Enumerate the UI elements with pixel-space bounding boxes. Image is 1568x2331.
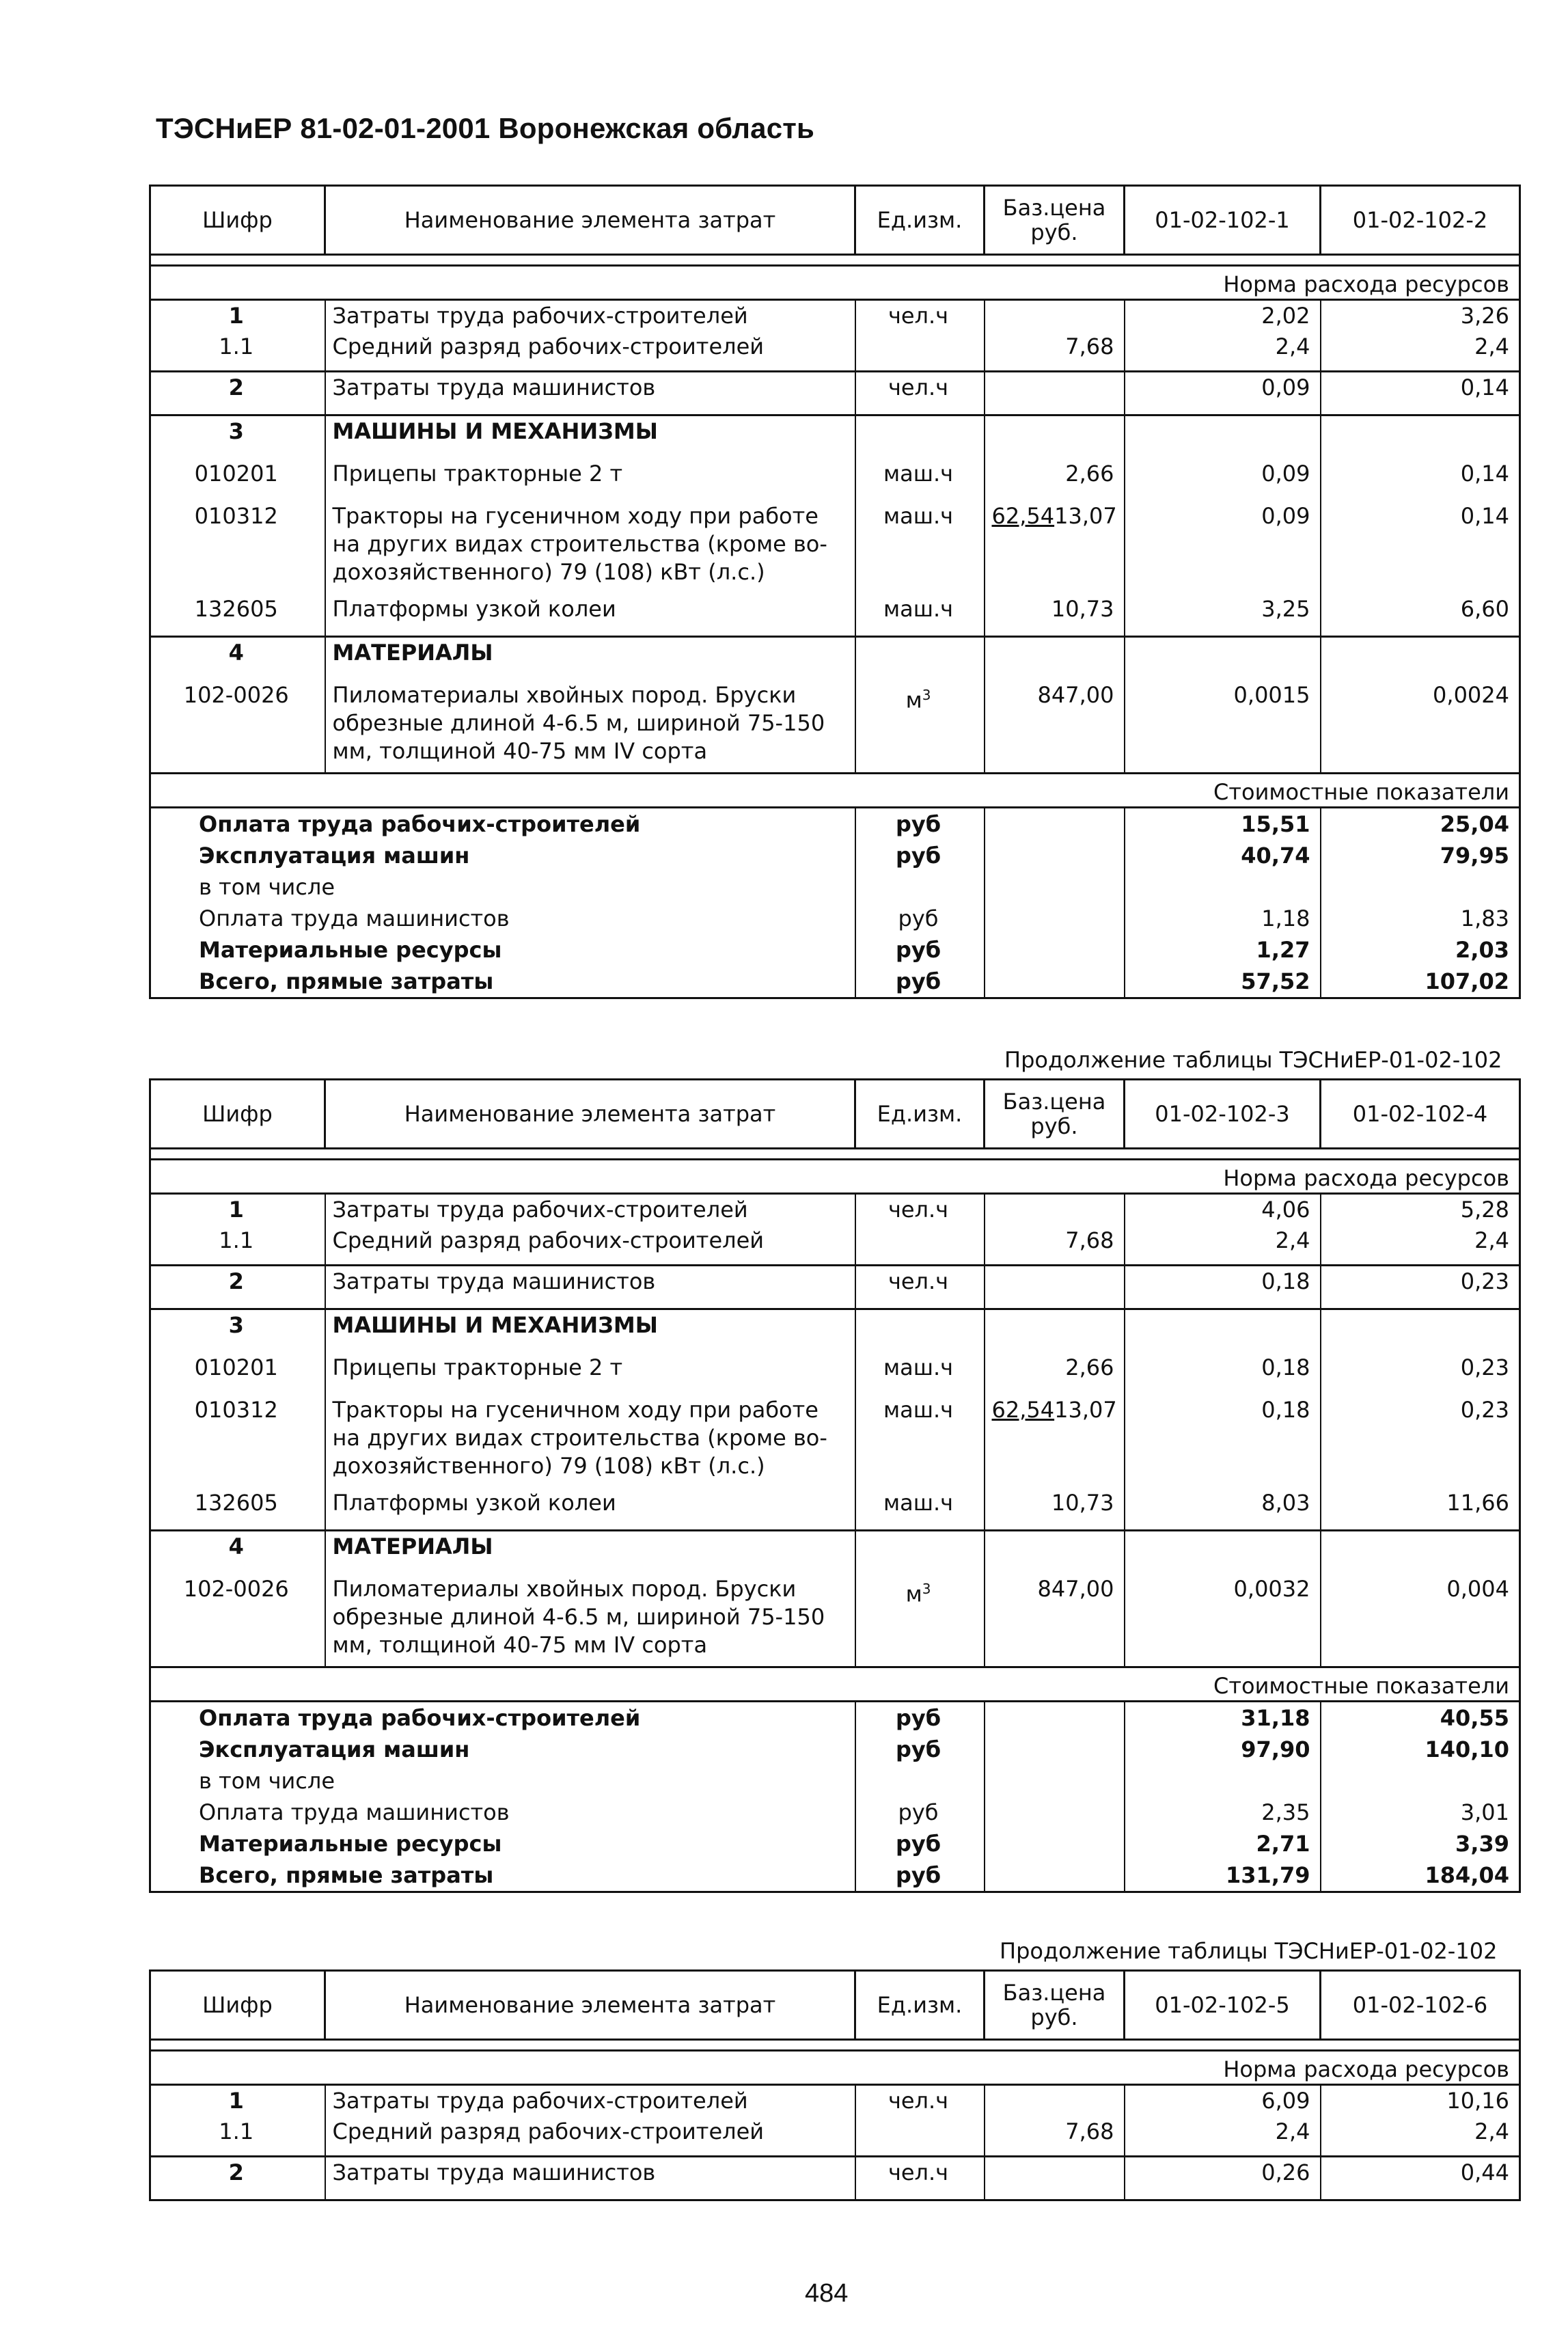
table-row: 4 МАТЕРИАЛЫ <box>150 636 1520 680</box>
header-name: Наименование элемента затрат <box>325 1971 855 2040</box>
continuation-note-1: Продолжение таблицы ТЭСНиЕР-01-02-102 <box>1004 1047 1502 1073</box>
table-row: 1.1 Средний разряд рабочих-строителей 7,68 2,4 2,4 <box>150 2116 1520 2156</box>
header-name: Наименование элемента затрат <box>325 186 855 255</box>
table-row: Всего, прямые затраты руб 57,52 107,02 <box>150 966 1520 998</box>
table-row: 1 Затраты труда рабочих-строителей чел.ч 4,06 5,28 <box>150 1194 1520 1226</box>
header-base-price: Баз.цена руб. <box>985 1080 1125 1149</box>
table-row: 132605 Платформы узкой колеи маш.ч 10,73 8,03 11,66 <box>150 1488 1520 1530</box>
table-row: Оплата труда рабочих-строителей руб 15,51 25,04 <box>150 807 1520 840</box>
table-row: Эксплуатация машин руб 40,74 79,95 <box>150 840 1520 871</box>
estimate-table-1 <box>149 185 1521 999</box>
table-row: в том числе <box>150 871 1520 903</box>
header-col-2: 01-02-102-4 <box>1321 1080 1520 1149</box>
continuation-note-2: Продолжение таблицы ТЭСНиЕР-01-02-102 <box>1000 1938 1498 1964</box>
header-code: Шифр <box>150 1971 325 2040</box>
table-row: 010312 Тракторы на гусеничном ходу при работе на других видах строительства (кроме во- дохозяйственного) 79 (108) кВт (л.с.) маш.ч 62,5413,07 0,09 0,14 <box>150 501 1520 594</box>
header-unit: Ед.изм. <box>855 1971 985 2040</box>
norm-label-row: Норма расхода ресурсов <box>150 266 1520 300</box>
table-row: 3 МАШИНЫ И МЕХАНИЗМЫ <box>150 1309 1520 1352</box>
table-row: 010312 Тракторы на гусеничном ходу при работе на других видах строительства (кроме во- дохозяйственного) 79 (108) кВт (л.с.) маш.ч 62,5413,07 0,18 0,23 <box>150 1395 1520 1488</box>
table-header-row <box>150 186 1520 255</box>
table-row: 2 Затраты труда машинистов чел.ч 0,18 0,23 <box>150 1265 1520 1309</box>
table-row: 3 МАШИНЫ И МЕХАНИЗМЫ <box>150 415 1520 459</box>
table-row: Материальные ресурсы руб 1,27 2,03 <box>150 934 1520 966</box>
table-row: Материальные ресурсы руб 2,71 3,39 <box>150 1828 1520 1859</box>
header-code: Шифр <box>150 186 325 255</box>
header-col-2: 01-02-102-2 <box>1321 186 1520 255</box>
table-row: 010201 Прицепы тракторные 2 т маш.ч 2,66 0,18 0,23 <box>150 1352 1520 1395</box>
table-row: 010201 Прицепы тракторные 2 т маш.ч 2,66 0,09 0,14 <box>150 459 1520 501</box>
table-header-row <box>150 1971 1520 2040</box>
header-col-1: 01-02-102-5 <box>1125 1971 1321 2040</box>
table-row: в том числе <box>150 1765 1520 1797</box>
header-unit: Ед.изм. <box>855 186 985 255</box>
header-name: Наименование элемента затрат <box>325 1080 855 1149</box>
table-row: 2 Затраты труда машинистов чел.ч 0,26 0,44 <box>150 2156 1520 2200</box>
table-row: 1 Затраты труда рабочих-строителей чел.ч 2,02 3,26 <box>150 300 1520 332</box>
cost-label-row: Стоимостные показатели <box>150 1667 1520 1701</box>
header-code: Шифр <box>150 1080 325 1149</box>
table-row: Оплата труда рабочих-строителей руб 31,18 40,55 <box>150 1701 1520 1734</box>
table-row: 2 Затраты труда машинистов чел.ч 0,09 0,14 <box>150 371 1520 415</box>
header-col-1: 01-02-102-3 <box>1125 1080 1321 1149</box>
table-row: Оплата труда машинистов руб 2,35 3,01 <box>150 1797 1520 1828</box>
table-row: 1 Затраты труда рабочих-строителей чел.ч 6,09 10,16 <box>150 2085 1520 2117</box>
table-row: 4 МАТЕРИАЛЫ <box>150 1530 1520 1574</box>
norm-label-row: Норма расхода ресурсов <box>150 2051 1520 2085</box>
document-title: ТЭСНиЕР 81-02-01-2001 Воронежская область <box>156 112 815 144</box>
header-col-2: 01-02-102-6 <box>1321 1971 1520 2040</box>
header-base-price: Баз.цена руб. <box>985 186 1125 255</box>
table-row: 1.1 Средний разряд рабочих-строителей 7,68 2,4 2,4 <box>150 331 1520 371</box>
table-header-row <box>150 1080 1520 1149</box>
table-row: 132605 Платформы узкой колеи маш.ч 10,73 3,25 6,60 <box>150 594 1520 636</box>
table-row: Всего, прямые затраты руб 131,79 184,04 <box>150 1859 1520 1892</box>
estimate-table-2 <box>149 1078 1521 1893</box>
table-row: 102-0026 Пиломатериалы хвойных пород. Бруски обрезные длиной 4-6.5 м, шириной 75-150 мм, толщиной 40-75 мм IV сорта $м^3$ 847,00 0,0015 0,0024 <box>150 680 1520 773</box>
table-row: Эксплуатация машин руб 97,90 140,10 <box>150 1734 1520 1765</box>
header-unit: Ед.изм. <box>855 1080 985 1149</box>
header-col-1: 01-02-102-1 <box>1125 186 1321 255</box>
header-base-price: Баз.цена руб. <box>985 1971 1125 2040</box>
table-row: 102-0026 Пиломатериалы хвойных пород. Бруски обрезные длиной 4-6.5 м, шириной 75-150 мм, толщиной 40-75 мм IV сорта $м^3$ 847,00 0,0032 0,004 <box>150 1574 1520 1667</box>
page-number: 484 <box>805 2279 849 2308</box>
estimate-table-3 <box>149 1969 1521 2201</box>
cost-label-row: Стоимостные показатели <box>150 773 1520 807</box>
table-row: 1.1 Средний разряд рабочих-строителей 7,68 2,4 2,4 <box>150 1225 1520 1265</box>
norm-label-row: Норма расхода ресурсов <box>150 1160 1520 1194</box>
table-row: Оплата труда машинистов руб 1,18 1,83 <box>150 903 1520 934</box>
